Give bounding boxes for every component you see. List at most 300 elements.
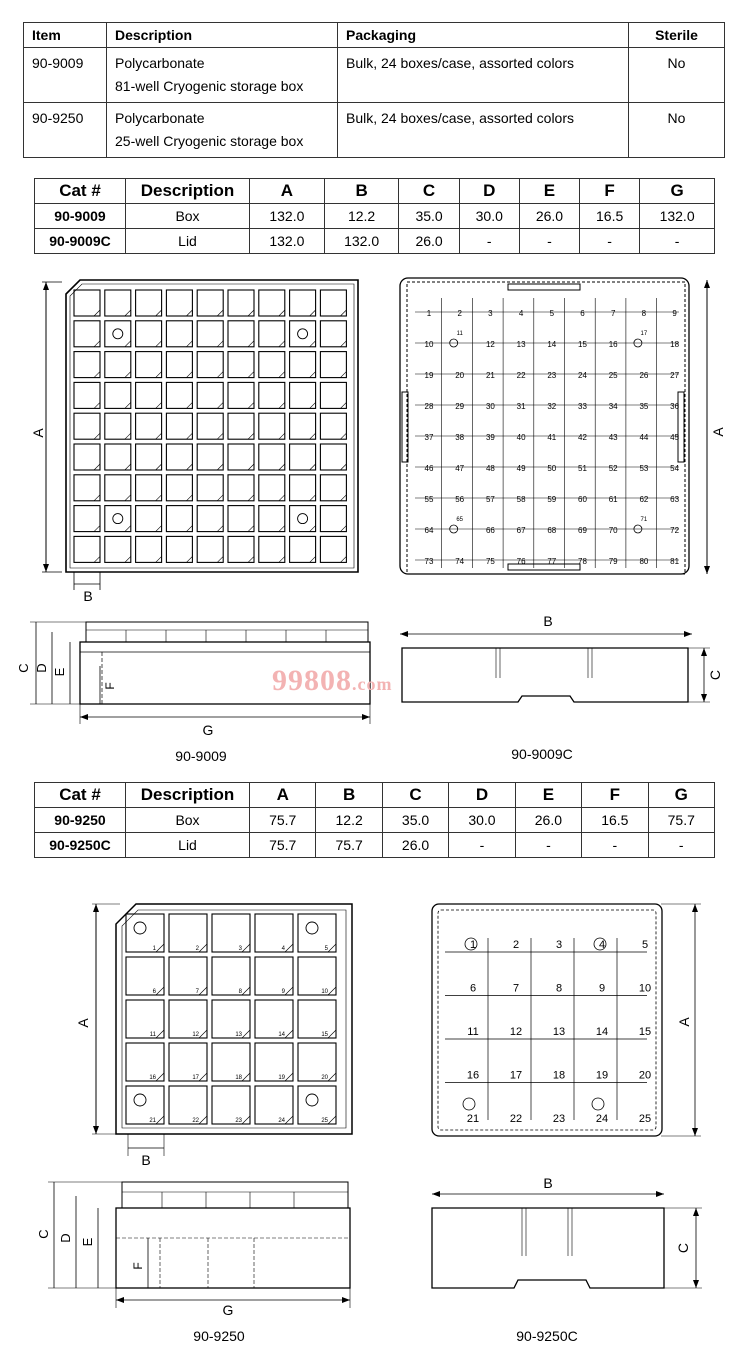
- well-cell: [136, 506, 162, 532]
- lid-well-number: 16: [608, 340, 618, 349]
- dim-label-b: B: [83, 588, 93, 604]
- drawing-caption-box-81: 90-9009: [175, 748, 227, 764]
- lid-well-number: 13: [552, 1026, 566, 1038]
- well-cell: [320, 352, 346, 378]
- dim-cell: -: [582, 833, 648, 858]
- lid-well-number: 25: [608, 371, 618, 380]
- item-cell: 90-9009: [24, 48, 107, 103]
- lid-well-number: 37: [424, 433, 434, 442]
- well-cell: [169, 1043, 207, 1081]
- well-number: 25: [321, 1118, 328, 1124]
- well-cell: [105, 536, 131, 562]
- dim-cell: Lid: [126, 229, 250, 254]
- well-cell: [166, 321, 192, 347]
- lid-well-number: 14: [595, 1026, 609, 1038]
- dim-label-d: D: [34, 663, 49, 673]
- lid-well-number: 70: [608, 526, 618, 535]
- sterile-cell: No: [629, 48, 725, 103]
- well-cell: [74, 290, 100, 316]
- well-cell: [74, 444, 100, 470]
- dim-cell: 35.0: [399, 204, 459, 229]
- lid-well-number: 52: [608, 464, 618, 473]
- lid-well-number: 10: [638, 982, 652, 995]
- dim-cell: Box: [126, 204, 250, 229]
- dim-cell: 12.2: [316, 808, 382, 833]
- description-material: Polycarbonate: [115, 55, 205, 71]
- lid-well-number: 79: [608, 557, 618, 566]
- item-cell: 90-9250: [24, 103, 107, 158]
- dim-header: Cat #: [35, 179, 126, 204]
- dim-label-d: D: [58, 1233, 73, 1243]
- lid-well-number: 4: [518, 309, 524, 318]
- lid-well-number: 78: [578, 557, 587, 566]
- well-cell: [166, 413, 192, 439]
- dim-header: A: [250, 179, 325, 204]
- well-number: 14: [278, 1032, 285, 1038]
- dim-label-g: G: [202, 722, 214, 738]
- lid-well-number: 38: [455, 433, 465, 442]
- well-cell: [320, 290, 346, 316]
- product-table-header-row: [24, 23, 725, 48]
- lid-well-number: 81: [670, 557, 680, 566]
- lid-well-number: 18: [552, 1069, 566, 1082]
- description-detail: 81-well Cryogenic storage box: [115, 78, 304, 94]
- lid-well-number: 24: [578, 371, 587, 380]
- lid-well-number: 4: [598, 939, 606, 951]
- well-cell: [136, 382, 162, 408]
- lid-well-number: 9: [672, 309, 677, 318]
- lid-well-number: 59: [547, 495, 557, 504]
- lid-well-number: 67: [516, 526, 526, 535]
- well-cell: [290, 413, 316, 439]
- lid-well-number: 72: [670, 526, 680, 535]
- well-cell: [74, 506, 100, 532]
- dim-cell: -: [580, 229, 640, 254]
- dim-cell: -: [640, 229, 715, 254]
- orientation-hole-icon: [306, 922, 318, 934]
- well-cell: [290, 506, 316, 532]
- well-cell: [228, 506, 254, 532]
- lid-well-number: 24: [595, 1113, 609, 1125]
- well-number: 7: [195, 989, 199, 995]
- dim-cell: 26.0: [519, 204, 579, 229]
- dim-header: F: [580, 179, 640, 204]
- lid-well-number: 48: [485, 464, 495, 473]
- well-cell: [197, 475, 223, 501]
- dim-cell: -: [515, 833, 581, 858]
- well-cell: [298, 1000, 336, 1038]
- table-row: [35, 229, 715, 254]
- lid-well-number: 6: [580, 309, 585, 318]
- well-number: 12: [192, 1032, 199, 1038]
- well-cell: [166, 352, 192, 378]
- well-cell: [169, 914, 207, 952]
- lid-well-number: 43: [608, 433, 618, 442]
- dim-header: E: [519, 179, 579, 204]
- well-cell: [298, 1086, 336, 1124]
- drawing-caption-lid-81: 90-9009C: [511, 746, 573, 762]
- dim-cell: -: [459, 229, 519, 254]
- packaging-cell: Bulk, 24 boxes/case, assorted colors: [338, 103, 629, 158]
- lid-well-number: 29: [455, 402, 465, 411]
- dim-cell: 132.0: [640, 204, 715, 229]
- lid-well-number: 8: [555, 982, 563, 995]
- well-number: 24: [278, 1118, 285, 1124]
- orientation-hole-icon: [298, 329, 308, 339]
- lid-well-number: 21: [485, 371, 495, 380]
- orientation-hole-icon: [113, 329, 123, 339]
- orientation-hole-icon: [134, 1094, 146, 1106]
- well-cell: [259, 321, 285, 347]
- lid-well-number: 11: [467, 1026, 479, 1038]
- well-cell: [255, 1000, 293, 1038]
- header-packaging: Packaging: [338, 23, 629, 48]
- lid-well-number: 55: [424, 495, 434, 504]
- lid-well-number: 50: [547, 464, 557, 473]
- well-cell: [105, 290, 131, 316]
- lid-well-number: 41: [547, 433, 557, 442]
- lid-well-number: 60: [578, 495, 587, 504]
- lid-well-number: 80: [639, 557, 649, 566]
- lid-25-top-view-drawing: [425, 898, 710, 1143]
- orientation-hole-icon: [592, 1098, 604, 1110]
- well-cell: [105, 475, 131, 501]
- lid-well-number: 71: [640, 517, 648, 523]
- dim-header: C: [399, 179, 459, 204]
- lid-well-number: 68: [547, 526, 557, 535]
- well-cell: [126, 1000, 164, 1038]
- header-description: Description: [107, 23, 338, 48]
- cat-cell: 90-9250: [35, 808, 126, 833]
- well-cell: [290, 444, 316, 470]
- dim-header: Description: [126, 179, 250, 204]
- lid-well-number: 2: [512, 939, 520, 951]
- description-cell: [107, 48, 338, 103]
- dim-cell: -: [519, 229, 579, 254]
- well-number: 17: [192, 1075, 199, 1081]
- lid-well-number: 42: [578, 433, 587, 442]
- well-number: 8: [238, 989, 242, 995]
- description-material: Polycarbonate: [115, 110, 205, 126]
- well-number: 21: [149, 1118, 156, 1124]
- well-cell: [259, 352, 285, 378]
- table-row: [35, 808, 715, 833]
- lid-well-number: 46: [424, 464, 434, 473]
- lid-well-number: 17: [509, 1069, 523, 1082]
- lid-well-number: 34: [608, 402, 618, 411]
- well-cell: [126, 1043, 164, 1081]
- well-cell: [166, 506, 192, 532]
- orientation-hole-icon: [298, 514, 308, 524]
- lid-well-number: 19: [595, 1069, 609, 1082]
- well-cell: [74, 536, 100, 562]
- dim-cell: 26.0: [515, 808, 581, 833]
- well-number: 5: [324, 946, 328, 952]
- dim-header: B: [316, 783, 382, 808]
- watermark: [272, 664, 392, 698]
- lid-well-number: 36: [670, 402, 680, 411]
- lid-81-side-view-drawing: [390, 612, 735, 722]
- dimension-header-row: [35, 783, 715, 808]
- dim-cell: Box: [126, 808, 250, 833]
- lid-well-number: 25: [638, 1113, 652, 1125]
- sterile-cell: No: [629, 103, 725, 158]
- well-cell: [259, 444, 285, 470]
- dim-cell: 35.0: [382, 808, 448, 833]
- well-grid-81: [74, 290, 346, 562]
- lid-well-number: 30: [485, 402, 495, 411]
- lid-well-number: 9: [598, 982, 606, 995]
- well-cell: [197, 290, 223, 316]
- well-cell: [320, 475, 346, 501]
- lid-well-number: 51: [578, 464, 587, 473]
- lid-well-number: 20: [455, 371, 465, 380]
- lid-well-number: 1: [426, 309, 432, 318]
- well-cell: [290, 321, 316, 347]
- lid-well-number: 69: [578, 526, 587, 535]
- packaging-cell: Bulk, 24 boxes/case, assorted colors: [338, 48, 629, 103]
- lid-well-number: 32: [547, 402, 557, 411]
- lid-well-number: 65: [456, 517, 464, 523]
- lid-well-number: 35: [639, 402, 649, 411]
- well-cell: [197, 352, 223, 378]
- dim-cell: -: [648, 833, 714, 858]
- header-sterile: Sterile: [629, 23, 725, 48]
- well-cell: [169, 1086, 207, 1124]
- well-cell: [298, 914, 336, 952]
- lid-well-number: 66: [485, 526, 495, 535]
- lid-well-number: 77: [547, 557, 557, 566]
- well-cell: [259, 506, 285, 532]
- lid-well-number: 16: [466, 1069, 480, 1082]
- well-cell: [212, 957, 250, 995]
- orientation-hole-icon: [306, 1094, 318, 1106]
- orientation-hole-icon: [113, 514, 123, 524]
- lid-25-side-view-drawing: [420, 1170, 720, 1300]
- dim-header: A: [250, 783, 316, 808]
- well-grid-25: [126, 914, 336, 1124]
- lid-well-number: 20: [638, 1069, 652, 1082]
- well-cell: [136, 444, 162, 470]
- lid-well-number: 53: [639, 464, 649, 473]
- dim-cell: 132.0: [324, 229, 399, 254]
- well-cell: [298, 957, 336, 995]
- lid-well-number: 63: [670, 495, 680, 504]
- box-25-side-view-drawing: [30, 1176, 360, 1326]
- drawing-caption-lid-25: 90-9250C: [516, 1328, 578, 1344]
- lid-well-number: 40: [516, 433, 526, 442]
- well-cell: [105, 413, 131, 439]
- well-number: 18: [235, 1075, 242, 1081]
- dim-label-b: B: [141, 1152, 151, 1168]
- orientation-hole-icon: [463, 1098, 475, 1110]
- dim-label-a: A: [30, 428, 46, 438]
- well-cell: [259, 290, 285, 316]
- lid-well-number: 57: [485, 495, 495, 504]
- dim-label-a: A: [676, 1017, 692, 1027]
- box-25-top-view-drawing: [60, 898, 370, 1173]
- lid-81-number-grid: [415, 298, 680, 568]
- dim-header: B: [324, 179, 399, 204]
- well-cell: [136, 413, 162, 439]
- lid-well-number: 5: [549, 309, 555, 318]
- well-cell: [228, 290, 254, 316]
- well-cell: [320, 506, 346, 532]
- dim-cell: -: [449, 833, 515, 858]
- well-cell: [320, 321, 346, 347]
- dim-cell: 75.7: [250, 833, 316, 858]
- lid-well-number: 7: [512, 982, 520, 995]
- dim-cell: 16.5: [582, 808, 648, 833]
- well-cell: [259, 413, 285, 439]
- well-cell: [74, 382, 100, 408]
- well-cell: [228, 444, 254, 470]
- lid-well-number: 27: [670, 371, 680, 380]
- well-cell: [126, 914, 164, 952]
- well-cell: [212, 914, 250, 952]
- well-cell: [259, 475, 285, 501]
- well-cell: [136, 475, 162, 501]
- lid-well-number: 76: [516, 557, 526, 566]
- well-cell: [166, 444, 192, 470]
- well-cell: [228, 475, 254, 501]
- well-cell: [290, 382, 316, 408]
- dimension-table-90-9009: [34, 178, 715, 254]
- lid-well-number: 7: [610, 309, 616, 318]
- lid-well-number: 11: [456, 331, 463, 337]
- lid-well-number: 58: [516, 495, 526, 504]
- lid-well-number: 74: [455, 557, 465, 566]
- well-cell: [212, 1086, 250, 1124]
- well-cell: [136, 321, 162, 347]
- box-81-top-view-drawing: [0, 268, 380, 613]
- lid-well-number: 45: [670, 433, 680, 442]
- well-cell: [212, 1000, 250, 1038]
- well-cell: [255, 1043, 293, 1081]
- lid-25-number-grid: [445, 938, 651, 1125]
- dim-label-f: F: [131, 1262, 145, 1270]
- well-cell: [136, 536, 162, 562]
- well-cell: [255, 1086, 293, 1124]
- well-cell: [105, 506, 131, 532]
- well-cell: [166, 536, 192, 562]
- well-cell: [228, 536, 254, 562]
- product-table: [23, 22, 725, 158]
- dim-cell: 16.5: [580, 204, 640, 229]
- well-cell: [320, 382, 346, 408]
- well-number: 20: [321, 1075, 328, 1081]
- drawing-caption-box-25: 90-9250: [193, 1328, 245, 1344]
- lid-well-number: 23: [552, 1113, 566, 1125]
- lid-well-number: 22: [516, 371, 526, 380]
- lid-well-number: 44: [639, 433, 649, 442]
- lid-well-number: 8: [641, 309, 647, 318]
- lid-well-number: 31: [516, 402, 526, 411]
- header-item: Item: [24, 23, 107, 48]
- dim-cell: 30.0: [449, 808, 515, 833]
- well-cell: [255, 957, 293, 995]
- well-cell: [290, 352, 316, 378]
- table-row: [24, 48, 725, 103]
- well-cell: [228, 413, 254, 439]
- well-cell: [166, 475, 192, 501]
- orientation-hole-icon: [134, 922, 146, 934]
- cat-cell: 90-9009C: [35, 229, 126, 254]
- dim-label-e: E: [52, 667, 67, 677]
- table-row: [35, 204, 715, 229]
- dim-label-e: E: [80, 1237, 95, 1247]
- dim-header: C: [382, 783, 448, 808]
- well-cell: [320, 413, 346, 439]
- well-cell: [74, 475, 100, 501]
- lid-well-number: 33: [578, 402, 587, 411]
- lid-well-number: 6: [469, 982, 477, 995]
- dim-label-c: C: [36, 1229, 51, 1239]
- well-cell: [74, 413, 100, 439]
- well-number: 23: [235, 1118, 242, 1124]
- dim-label-f: F: [103, 682, 117, 690]
- lid-well-number: 3: [488, 309, 493, 318]
- lid-well-number: 61: [608, 495, 618, 504]
- well-cell: [290, 290, 316, 316]
- well-cell: [166, 290, 192, 316]
- well-cell: [169, 957, 207, 995]
- well-cell: [166, 382, 192, 408]
- dim-header: E: [515, 783, 581, 808]
- well-number: 9: [281, 989, 285, 995]
- well-number: 22: [192, 1118, 199, 1124]
- lid-well-number: 12: [509, 1026, 523, 1038]
- well-number: 10: [321, 989, 328, 995]
- lid-well-number: 28: [424, 402, 434, 411]
- well-cell: [105, 382, 131, 408]
- lid-well-number: 19: [424, 371, 434, 380]
- lid-well-number: 5: [641, 939, 649, 951]
- well-cell: [136, 290, 162, 316]
- lid-well-number: 10: [424, 340, 434, 349]
- well-cell: [259, 382, 285, 408]
- well-cell: [169, 1000, 207, 1038]
- well-cell: [197, 506, 223, 532]
- dim-label-c: C: [16, 663, 31, 673]
- lid-well-number: 64: [424, 526, 434, 535]
- well-number: 13: [235, 1032, 242, 1038]
- well-cell: [197, 382, 223, 408]
- well-number: 6: [152, 989, 156, 995]
- dim-cell: 132.0: [250, 229, 325, 254]
- dim-label-g: G: [222, 1302, 234, 1318]
- well-cell: [228, 382, 254, 408]
- dim-cell: 30.0: [459, 204, 519, 229]
- well-cell: [298, 1043, 336, 1081]
- lid-well-number: 17: [640, 331, 648, 337]
- well-number: 1: [152, 946, 156, 952]
- dim-cell: 132.0: [250, 204, 325, 229]
- dim-cell: 12.2: [324, 204, 399, 229]
- well-cell: [74, 321, 100, 347]
- well-cell: [197, 444, 223, 470]
- well-number: 15: [321, 1032, 328, 1038]
- well-cell: [320, 536, 346, 562]
- description-detail: 25-well Cryogenic storage box: [115, 133, 304, 149]
- well-cell: [105, 444, 131, 470]
- lid-well-number: 3: [555, 939, 563, 951]
- lid-well-number: 23: [547, 371, 557, 380]
- lid-well-number: 14: [547, 340, 557, 349]
- lid-well-number: 22: [509, 1113, 523, 1125]
- well-cell: [320, 444, 346, 470]
- dim-label-a: A: [710, 427, 726, 437]
